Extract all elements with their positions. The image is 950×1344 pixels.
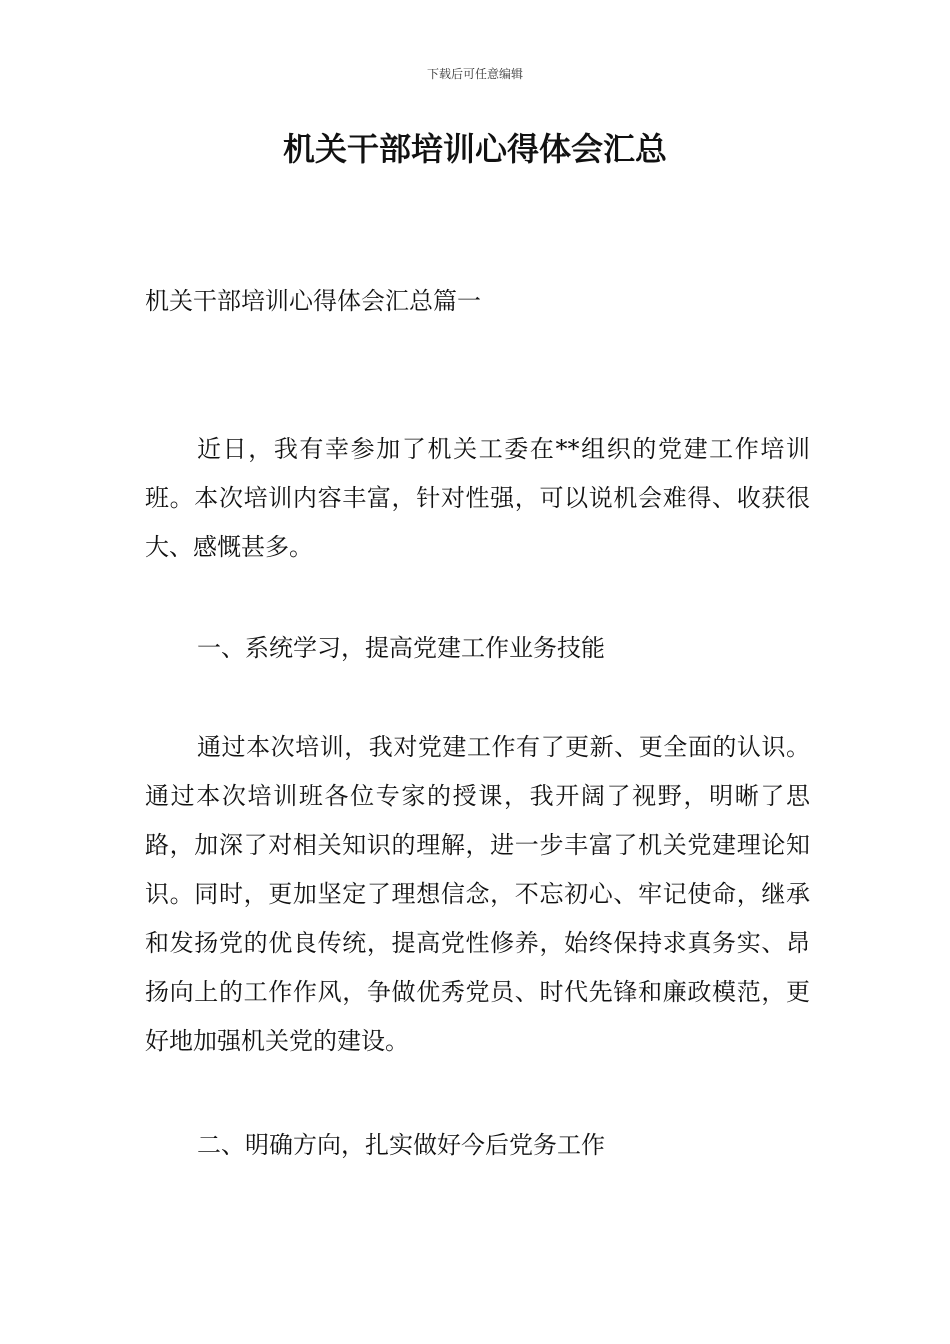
subheading-two: 二、明确方向，扎实做好今后党务工作	[197, 1131, 605, 1159]
subheading-one: 一、系统学习，提高党建工作业务技能	[197, 634, 605, 662]
header-note: 下载后可任意编辑	[426, 67, 523, 81]
section-heading: 机关干部培训心得体会汇总篇一	[145, 287, 481, 315]
body-paragraph: 通过本次培训，我对党建工作有了更新、更全面的认识。通过本次培训班各位专家的授课，我开阔了视野，明晰了思路，加深了对相关知识的理解，进一步丰富了机关党建理论知识。同时，更加坚定了理想信念，不忘初心、牢记使命，继承和发扬党的优良传统，提高党性修养，始终保持求真务实、昂扬向上的工作作风，争做优秀党员、时代先锋和廉政模范，更好地加强机关党的建设。	[145, 733, 810, 1055]
intro-paragraph: 近日，我有幸参加了机关工委在**组织的党建工作培训班。本次培训内容丰富，针对性强，可以说机会难得、收获很大、感慨甚多。	[145, 435, 810, 561]
document-title: 机关干部培训心得体会汇总	[282, 130, 667, 168]
